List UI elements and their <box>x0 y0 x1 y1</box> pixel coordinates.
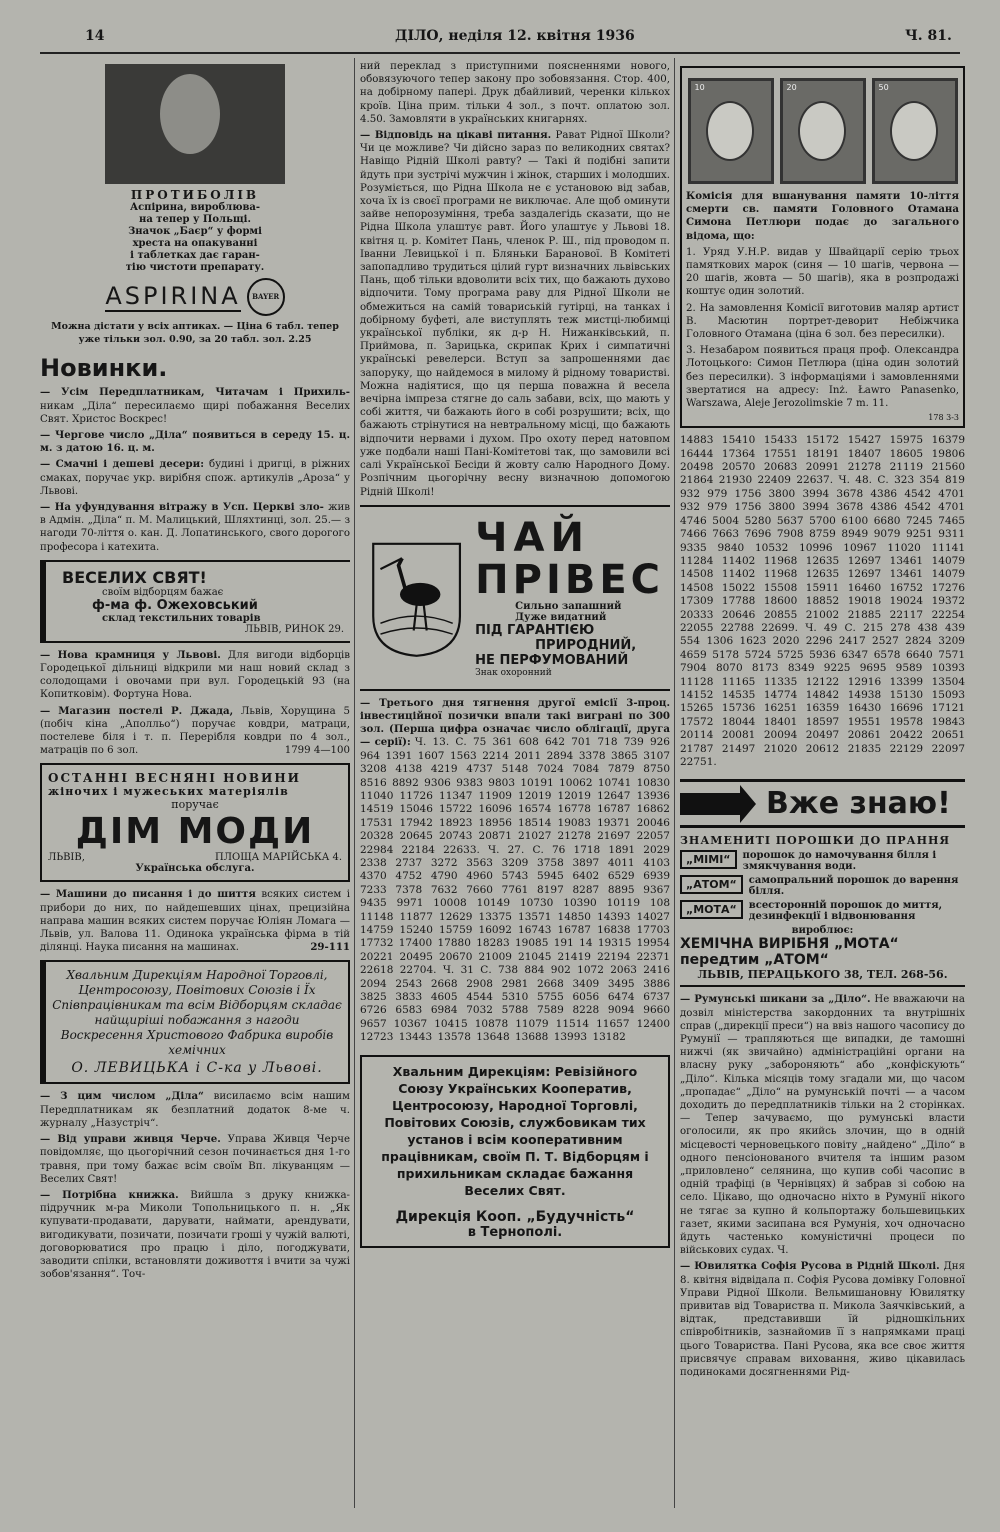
tea-ad <box>360 505 670 691</box>
stamp-image: 20 <box>780 78 866 184</box>
ad-text: Хвальним Дирекціям: Ревізійного Союзу Українських Кооператив, Центросоюзу, Народної Торговлі, Повітових Союзів, службовикам тих установ і всім кооперативним працівникам, своїм П. Т. Відборцям і прихильникам складає бажання Веселих Свят. <box>381 1063 649 1198</box>
ad-address: ЛЬВІВ, РИНОК 29. <box>244 623 344 635</box>
page-number: 14 <box>85 28 105 44</box>
news-item: — На уфундування вітражу в Усп. Церкві зло- жив в Адмін. „Діла“ п. М. Малицький, Шляхтинці, зол. 25.— з нагоди 70-ліття о. кан. Д. Лопатинського, свого дорогого професора і катехита. <box>40 501 350 553</box>
aspirin-line: Аспірина, вироблюва- <box>129 202 261 213</box>
header-rule <box>40 52 960 54</box>
ad-address: ПЛОЩА МАРІЙСЬКА 4. <box>214 852 342 864</box>
mota-maker: ХЕМІЧНА ВИРІБНЯ „МОТА“ передтим „АТОМ“ <box>680 936 899 969</box>
mota-address: ЛЬВІВ, ПЕРАЦЬКОГО 38, ТЕЛ. 268-56. <box>680 968 965 987</box>
news-item: — З цим числом „Діла“ висилаємо всім нашим Передплатникам як безплатний додаток 8-ме ч. журналу „Назустріч“. <box>40 1090 350 1129</box>
ad-note: Українська обслуга. <box>135 863 255 875</box>
ozhekhovsky-ad <box>40 560 350 643</box>
aspirin-ad <box>40 64 350 346</box>
ad-code: 178 3-3 <box>928 413 959 423</box>
commission-intro: Комісія для вшанування памяти 10-ліття смерти св. памяти Головного Отамана Симона Петлюри подає до загального відома, що: <box>686 190 959 242</box>
commission-item: 2. На замовлення Комісії виготовив маляр артист В. Масютин портрет-деворит Небіжчика Головного Отамана (ціна 6 зол. без пересилки). <box>686 302 959 341</box>
ad-company: О. ЛЕВИЦЬКА і С-ка у Львові. <box>71 1060 323 1077</box>
stamp-series <box>686 78 959 184</box>
newspaper-title: ДІЛО, неділя 12. квітня 1936 <box>395 28 635 44</box>
column-divider <box>354 58 355 1508</box>
lottery-item: — Третього дня тягнення другої емісії 3-проц. інвестиційної позички впали такі виграні по 300 зол. (Перша цифра означає число облігації, друга — серії): Ч. 13. С. 75 361 608 642 701 718 739 926 964 1391 1607 1563 2214 2011 2894 3378 3865 3107 3208 4138 4219 4737 5148 7024 7084 7879 8750 8516 8892 9306 9383 9803 10191 10062 10741 10830 11040 11726 11347 11909 12019 12019 12647 13936 14519 15046 15722 16096 16574 16778 16787 16862 17531 17942 18923 18956 18514 19083 19371 20046 20328 20645 20743 20871 21027 21278 21697 22057 22984 22184 22633. Ч. 27. С. 76 1718 1891 2029 2338 2737 3272 3563 3209 3758 3897 4011 4103 4370 4752 4790 4960 5743 5945 6402 6529 6939 7233 7378 7632 7660 7761 8197 8287 8895 9367 9435 9971 10008 10149 10730 10390 10119 108 11148 11877 12629 13375 13571 14850 14393 14027 14759 15240 15759 16092 16743 16787 16838 17703 17732 17400 17880 18283 19085 191 14 19315 19954 20221 20495 20670 21009 21045 21419 22194 22371 22618 22704. Ч. 31 С. 738 884 902 1072 2063 2416 2094 2543 2668 2908 2981 2668 3409 3495 3886 3825 3833 4605 4544 5310 5755 6056 6474 6737 6726 6583 6984 7032 5788 7589 8228 9094 9660 9657 10367 10415 10878 11079 11514 11657 12400 12723 13443 13578 13648 13688 13993 13182 <box>360 696 670 1044</box>
stamp-image: 50 <box>872 78 958 184</box>
ad-headline: ВЕСЕЛИХ СВЯТ! <box>62 567 207 587</box>
commission-item: 1. Уряд У.Н.Р. видав у Швайцарії серію трьох памяткових марок (синя — 10 шагів, червона — 20 шагів, жовта — 50 шагів), яка в розпродажі коштує один золотий. <box>686 246 959 298</box>
ad-text: своїм відборцям бажає <box>102 586 224 598</box>
news-item: — Смачні і дешеві десери: будині і дригці, в ріжних смаках, поручає укр. вирібня спож. артикулів „Ароза“ у Львові. <box>40 458 350 497</box>
news-item: — Нова крамниця у Львові. Для вигоди відборців Городецької дільниці відкрили ми наш новий склад з солодощами і овочами при вул. Городецькій 93 (на Копитковім). Фортуна Нова. <box>40 648 350 701</box>
arrow-right-icon <box>680 793 740 815</box>
aspirin-line: хреста на опакуванні <box>132 238 258 249</box>
section-heading-novinky: Новинки. <box>40 354 168 383</box>
mota-headline: Вже знаю! <box>766 786 951 822</box>
aspirin-line: і таблетках дає гаран- <box>130 250 260 261</box>
aspirina-brand: ASPIRINA <box>105 282 241 310</box>
news-item: — Потрібна книжка. Вийшла з друку книжка-підручник м-ра Миколи Топольницького п. н. „Як купувати-продавати, дарувати, наймати, арендувати, вигодикувати, позичати, позичати гроші у чужій валюті, договорюватися про працю і діло, погоджувати, заводити спілки, встановляти доживоття і вчити за чужі зобов'язання“. Точ- <box>40 1188 350 1281</box>
ad-text: склад текстильних товарів <box>102 612 261 624</box>
tea-guarantee: ПРИРОДНИЙ, <box>535 638 637 654</box>
aspirin-line: Значок „Баєр“ у формі <box>128 226 262 237</box>
tea-slogan: Сильно запашний <box>515 601 622 613</box>
tea-brand: ЧАЙ <box>475 515 590 562</box>
lottery-numbers: 14883 15410 15433 15172 15427 15975 16379 16444 17364 17551 18191 18407 18605 19806 20498 20570 20683 20991 21278 21119 21560 21864 21930 22409 22637. Ч. 48. С. 323 354 819 932 979 1756 3800 3994 3678 4386 4542 4701 932 979 1756 3800 3994 3678 4386 4542 4701 4746 5004 5280 5637 5700 6100 6680 7245 7465 7466 7663 7696 7908 8759 8949 9079 9251 9311 9335 9840 10532 10996 10967 11020 11141 11284 11402 11968 12635 12697 13461 14079 14508 11402 11968 12635 12697 13461 14079 14508 15022 15508 15911 16460 16752 17276 17309 17788 18600 18852 19018 19024 19372 20333 20646 20855 21002 21885 22117 22254 22055 22788 22699. Ч. 49 С. 215 278 438 439 554 1306 1623 2020 2296 2417 2527 2824 3209 4659 5178 5724 5725 5936 6347 6578 6640 7571 7904 8070 8173 8349 9225 9695 9589 10393 11128 11165 11335 12122 12916 13399 13504 14152 14535 14774 14842 14938 15130 15093 15265 15736 16251 16359 16430 16696 17121 17572 18044 18401 18597 19551 19578 19843 20114 20081 20094 20497 20861 20422 20651 21787 21497 21020 20612 21835 22129 22097 22751. <box>680 434 965 768</box>
ad-city: ЛЬВІВ, <box>48 852 85 864</box>
mota-headline-bar <box>680 779 965 828</box>
news-item: — Від управи живця Черче. Управа Живця Черче повідомляє, що цьогорічний сезон починається дня 1-го травня, при тому бажає всім своїм Вп. лікуванцям — Веселих Свят! <box>40 1133 350 1185</box>
tea-brand: ПРІВЕС <box>475 557 664 604</box>
stamp-image: 10 <box>688 78 774 184</box>
mota-subheading: ЗНАМЕНИТІ ПОРОШКИ ДО ПРАННЯ <box>680 834 951 848</box>
issue-number: Ч. 81. <box>905 28 952 44</box>
news-item: — Машини до писання і до шиття всяких систем і прибори до них, по найдешевших цінах, прецизійна направа машин всяких систем поручає Юліян Ломага — Львів, ул. Валова 11. Одинока українська фірма в тій ділянці. Наука писання на машинах. 29-111 <box>40 888 350 954</box>
portrait-illustration <box>105 64 285 184</box>
mota-maker-label: вироблює: <box>791 925 854 937</box>
news-item: ний переклад з приступними поясненнями нового, обовязуючого тепер закону про зобовязання. Стор. 400, на добірному папері. Друк дбайливий, черенки кількох кроїв. Ціна прим. тільки 4 зол., з почт. оплатою зол. 4.50. Замовляти в українських книгарнях. <box>360 61 670 125</box>
page-header <box>0 28 1000 52</box>
ad-signature: Дирекція Кооп. „Будучність“ <box>395 1208 635 1225</box>
news-item: — Усім Передплатникам, Читачам і Прихиль- никам „Діла“ пересилаємо щирі побажання Веселих Свят. Христос Воскрес! <box>40 386 350 425</box>
product-item: „МІМІ“ порошок до намочування білля і змякчування води. <box>680 850 965 872</box>
column-3 <box>680 60 965 1510</box>
mota-ad <box>680 779 965 987</box>
product-item: „МОТА“ всесторонній порошок до миття, дезинфекції і відвонювання <box>680 900 965 922</box>
ad-text: жіночих і мужеських матеріялів <box>48 785 289 799</box>
dim-mody-ad <box>40 763 350 882</box>
stamps-notice <box>680 66 965 428</box>
tea-slogan: Дуже видатний <box>515 612 607 624</box>
budushchnist-ad <box>360 1055 670 1248</box>
news-item: — Румунські шикани за „Діло“. Не вважаючи на дозвіл міністерства закордонних та внутрішніх справ („дирекції преси“) на ввіз нашого часопису до Румунії — трапляються ще випадки, де тамошні нижчі (як звичайно) адміністраційні органи на власну руку „забороняють“ або „конфіскують“ „Діло“. Кілька місяців тому згадали ми, що часом „пропадає“ „Діло“ на румунській почті — а часом доходить до передплатників тільки на 2 сторінках. — Тепер зачуваємо, що румунські власти оголосили, як про якийсь злочин, що в одній місцевості черновецького повіту „найдено“ „Діло“ в одного пенсіонованого вчителя та іншим разом „приловлено“ селянина, що купив собі часопис в одній трафіці (в Чернівцях) й забрав зі собою на село. Цікаво, що одночасно ніхто в Румунії нікого не тягає за купно й кольпортажу большевицьких газет, якими засипана вся Румунія, хоч одночасно йдуть частенько комуністичні процеси по військових судах. Ч. <box>680 993 965 1257</box>
ad-text: поручає <box>171 798 219 812</box>
tea-guarantee: ПІД ГАРАНТІЄЮ <box>475 623 595 639</box>
column-divider <box>674 58 675 1508</box>
bayer-cross-icon: BAYER <box>247 278 285 316</box>
news-item: — Відповідь на цікаві питання. Рават Рідної Школи? Чи це можливе? Чи дійсно зараз по великодних святах? Навіщо Рідній Школі равту? — Такі й подібні запити йдуть при зустрічі мужчин і жінок, старших і молодших. Розуміється, що Рідна Школа не є установою від забав, хоча їх із своєї програми не виключає. Але щоб оминути зайве непорозуміння, треба заздалегідь сказати, що не Рідна Школа улаштує равт. Його улаштує у Львові 18. квітня ц. р. Комітет Пань, членок Р. Ш., під проводом п. Іванни Левицької і п. Бляньки Баранової. В Комітеті запопадливо трудиться цілий гурт визначних львівських Пань, щоб тільки вдоволити всіх тих, що бажають духово відпочити. Тому програма раву для Рідної Школи не обмежиться на самій товариській гутірці, на танках і добірному буфеті, але виступлять теж мистці-любимці української публіки, як д-р Н. Нижанківський, п. Приймова, п. Зарицька, скрипак Крих і симпатичні українські ревелерси. Вступ за запрошеннями дає запоруку, що найдемося в милому й рідному товаристві. Можна надіятися, що ця перша поважна й весела вечірна імпреза стягне до саль забави, всіх, що мають у собі життя, чи бажають його в собі розрушити; всіх, що бажають стрінутися на невтральному місці, що бажають відпочити нервами і духом. Про охоту перед натовпом уже подбали наші Пані-Комітетові так, що замовили всі салі Української Бесіди й жовту салю Народного Дому. Розпічним цьогорічну весну визначною допомогою Рідній Школі! <box>360 129 670 498</box>
aspirin-title: ПРОТИБОЛІВ <box>130 188 260 202</box>
aspirin-line: на тепер у Польщі. <box>139 214 251 225</box>
ad-text: Хвальним Дирекціям Народної Торговлі, Центросоюзу, Повітових Союзів і Їх Співпрацівникам та всім Відборцям складає найщиріші побажання з нагоди Воскресення Христового Фабрика виробів хемічних <box>52 968 342 1058</box>
levytska-ad <box>40 960 350 1084</box>
news-item: — Ювилятка Софія Русова в Рідній Школі. Дня 8. квітня відвідала п. Софія Русова домівку Головної Управи Рідної Школи. Вельмишановну Ювилятку привитав від Товариства п. Микола Заячківський, а відтак, представивши їй рідношкільних співробітників, зазнайомив її з напрямками праці цього Товариства. Пані Русова, яка все своє життя присвячує справам виховання, живо цікавилась подиноками досягненнями Рід- <box>680 1260 965 1379</box>
news-item: — Чергове число „Діла“ появиться в середу 15. ц. м. з датою 16. ц. м. <box>40 429 350 455</box>
aspirin-price: Можна дістати у всіх аптиках. — Ціна 6 табл. тепер уже тільки зол. 0.90, за 20 табл. зол. 2.25 <box>51 321 339 346</box>
product-item: „АТОМ“ самопральний порошок до варення білля. <box>680 875 965 897</box>
column-1 <box>40 60 350 1510</box>
ad-company: ф-ма ф. Ожеховський <box>92 597 258 613</box>
tea-guarantee: НЕ ПЕРФУМОВАНИЙ <box>475 653 629 669</box>
ad-city: в Тернополі. <box>467 1224 563 1240</box>
commission-item: 3. Незабаром появиться праця проф. Олександра Лотоцького: Симон Петлюра (ціна один золотий без пересилки). З інформаціями і замовленнями звертатися на адресу: Inż. Ławro Panasenko, Warszawa, Aleje Jerozolimskie 7 m. 11. <box>686 345 959 410</box>
stork-icon <box>366 513 467 683</box>
column-2 <box>360 60 670 1510</box>
news-item: — Магазин постелі Р. Джада, Львів, Хорущина 5 (побіч кіна „Аполльо“) поручає ковдри, матраци, постелеве біля і т. п. Перерібля ковдри по 4 зол., матраців по 6 зол. 1799 4—100 <box>40 704 350 757</box>
aspirin-line: тію чистоти препарату. <box>125 262 265 273</box>
dim-mody-brand: ДІМ МОДИ <box>75 811 315 853</box>
ad-headline: ОСТАННІ ВЕСНЯНІ НОВИНИ <box>48 771 302 786</box>
tea-trademark: Знак охоронний <box>475 668 552 679</box>
